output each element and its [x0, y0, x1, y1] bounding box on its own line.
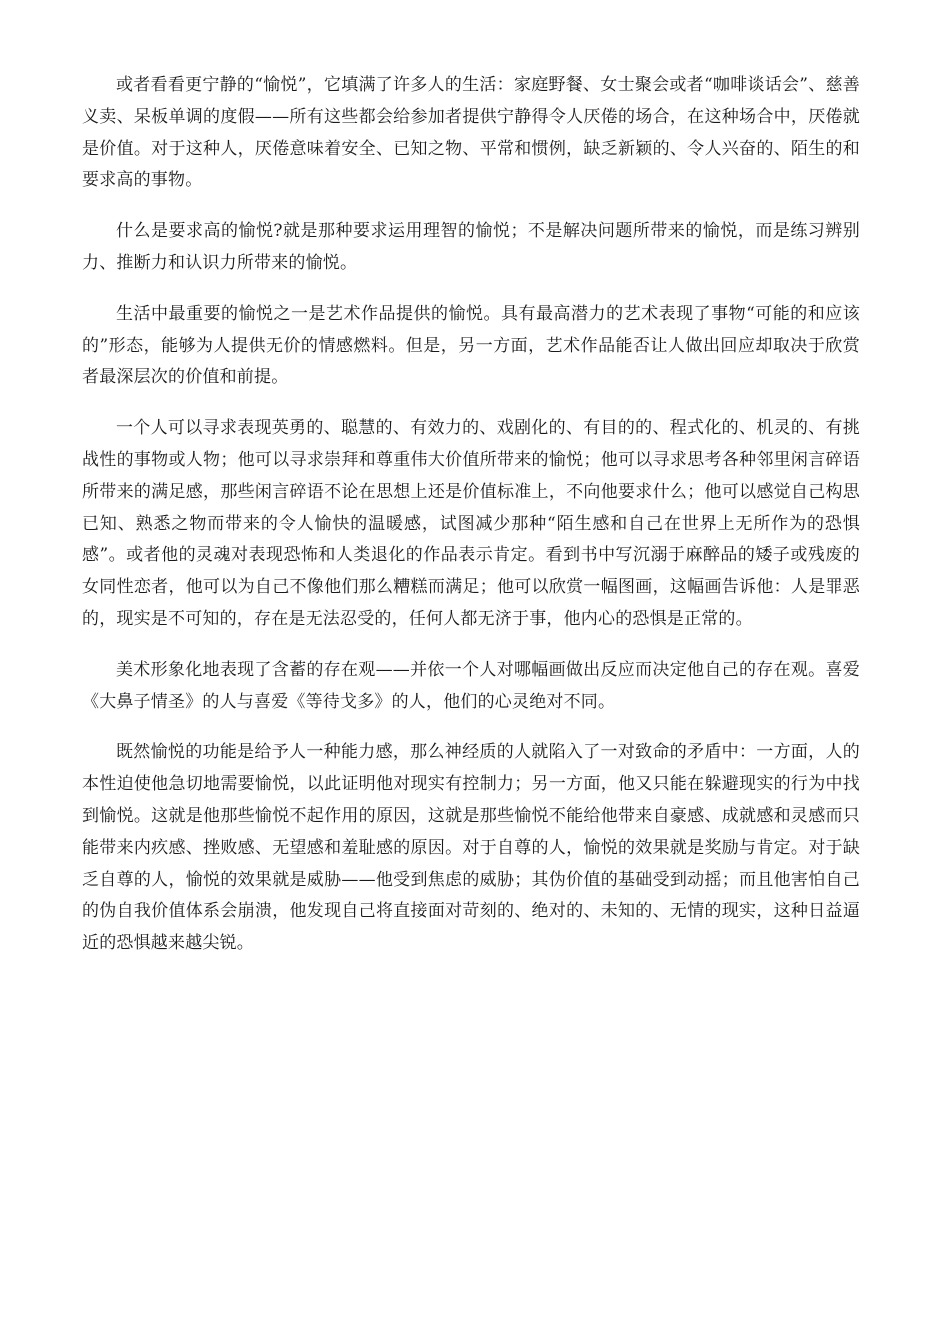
paragraph-4: 一个人可以寻求表现英勇的、聪慧的、有效力的、戏剧化的、有目的的、程式化的、机灵的、有挑战性的事物或人物；他可以寻求崇拜和尊重伟大价值所带来的愉悦；他可以寻求思考各种邻里闲言碎语所带来的满足感，那些闲言碎语不论在思想上还是价值标准上，不向他要求什么；他可以感觉自己构思已知、熟悉之物而带来的令人愉快的温暖感，试图减少那种“陌生感和自己在世界上无所作为的恐惧感”。或者他的灵魂对表现恐怖和人类退化的作品表示肯定。看到书中写沉溺于麻醉品的矮子或残废的女同性恋者，他可以为自己不像他们那么糟糕而满足；他可以欣赏一幅图画，这幅画告诉他：人是罪恶的，现实是不可知的，存在是无法忍受的，任何人都无济于事，他内心的恐惧是正常的。	[82, 418, 860, 629]
paragraph-3: 生活中最重要的愉悦之一是艺术作品提供的愉悦。具有最高潜力的艺术表现了事物“可能的和应该的”形态，能够为人提供无价的情感燃料。但是，另一方面，艺术作品能否让人做出回应却取决于欣赏者最深层次的价值和前提。	[82, 303, 860, 388]
paragraph-1: 或者看看更宁静的“愉悦”，它填满了许多人的生活：家庭野餐、女士聚会或者“咖啡谈话会”、慈善义卖、呆板单调的度假——所有这些都会给参加者提供宁静得令人厌倦的场合，在这种场合中，厌倦就是价值。对于这种人，厌倦意味着安全、已知之物、平常和惯例，缺乏新颖的、令人兴奋的、陌生的和要求高的事物。	[82, 75, 860, 191]
paragraph-2: 什么是要求高的愉悦?就是那种要求运用理智的愉悦；不是解决问题所带来的愉悦，而是练习辨别力、推断力和认识力所带来的愉悦。	[82, 221, 860, 273]
paragraph-5: 美术形象化地表现了含蓄的存在观——并依一个人对哪幅画做出反应而决定他自己的存在观。喜爱《大鼻子情圣》的人与喜爱《等待戈多》的人，他们的心灵绝对不同。	[82, 659, 860, 712]
paragraph-6: 既然愉悦的功能是给予人一种能力感，那么神经质的人就陷入了一对致命的矛盾中：一方面，人的本性迫使他急切地需要愉悦，以此证明他对现实有控制力；另一方面，他又只能在躲避现实的行为中找到愉悦。这就是他那些愉悦不起作用的原因，这就是那些愉悦不能给他带来自豪感、成就感和灵感而只能带来内疚感、挫败感、无望感和羞耻感的原因。对于自尊的人，愉悦的效果就是奖励与肯定。对于缺乏自尊的人，愉悦的效果就是威胁——他受到焦虑的威胁；其伪价值的基础受到动摇；而且他害怕自己的伪自我价值体系会崩溃，他发现自己将直接面对苛刻的、绝对的、未知的、无情的现实，这种日益逼近的恐惧越来越尖锐。	[82, 742, 860, 954]
